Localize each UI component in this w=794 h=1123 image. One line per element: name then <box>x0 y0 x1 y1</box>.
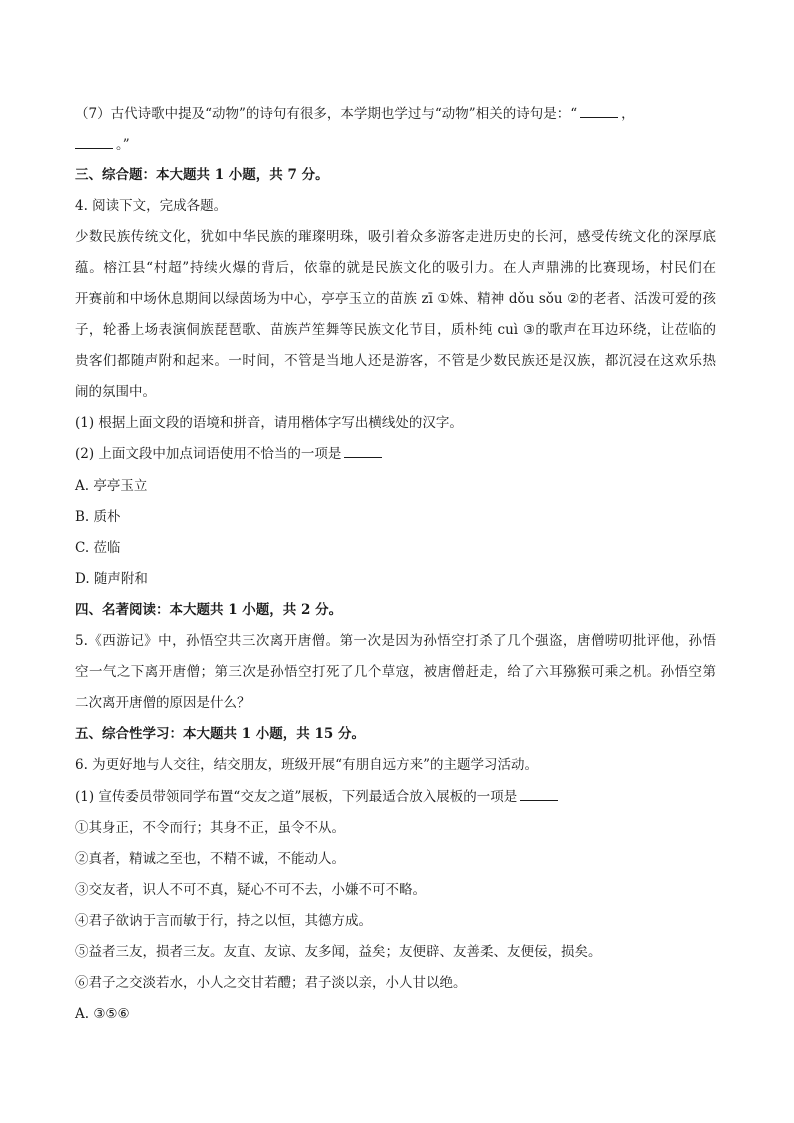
section-heading-5: 五、综合性学习：本大题共 1 小题，共 15 分。 <box>75 726 365 742</box>
q5-line: 空一气之下离开唐僧；第三次是孙悟空打死了几个草寇，被唐僧赶走，给了六耳猕猴可乘之机。孙悟空第 <box>75 664 716 680</box>
q6-sub1-line <box>75 787 561 807</box>
q6-stem: 6. 为更好地与人交往，结交朋友，班级开展“有朋自远方来”的主题学习活动。 <box>75 757 538 773</box>
q4-sub2-line <box>75 444 385 464</box>
option-c[interactable]: C. 莅临 <box>75 540 121 556</box>
q4-passage-line: 子，轮番上场表演侗族琵琶歌、苗族芦笙舞等民族文化节目，质朴纯 cuì ③的歌声在耳边环绕，让莅临的 <box>75 322 716 338</box>
q4-passage-line: 少数民族传统文化，犹如中华民族的璀璨明珠，吸引着众多游客走进历史的长河，感受传统文化的深厚底 <box>75 229 716 245</box>
q6-item: ②真者，精诚之至也，不精不诚，不能动人。 <box>75 851 345 867</box>
q6-item: ④君子欲讷于言而敏于行，持之以恒，其德方成。 <box>75 913 372 929</box>
q6-item: ⑥君子之交淡若水，小人之交甘若醴；君子淡以亲，小人甘以绝。 <box>75 975 467 991</box>
answer-blank[interactable] <box>580 105 618 118</box>
q5-line: 二次离开唐僧的原因是什么？ <box>75 695 251 711</box>
answer-blank[interactable] <box>75 136 113 149</box>
option-a[interactable]: A. 亭亭玉立 <box>75 478 148 494</box>
q4-stem: 4. 阅读下文，完成各题。 <box>75 198 228 214</box>
q4-passage-line: 蕴。榕江县“村超”持续火爆的背后，依靠的就是民族文化的吸引力。在人声鼎沸的比赛现场，村民们在 <box>75 260 716 276</box>
option-d[interactable]: D. 随声附和 <box>75 571 148 587</box>
section-heading-4: 四、名著阅读：本大题共 1 小题，共 2 分。 <box>75 602 343 618</box>
q5-line: 5.《西游记》中，孙悟空共三次离开唐僧。第一次是因为孙悟空打杀了几个强盗，唐僧唠叨批评他，孙悟 <box>75 633 716 649</box>
section-heading-3: 三、综合题：本大题共 1 小题，共 7 分。 <box>75 167 329 183</box>
q6-item: ③交友者，识人不可不真，疑心不可不去，小嫌不可不略。 <box>75 882 426 898</box>
q4-sub1: (1) 根据上面文段的语境和拼音，请用楷体字写出横线处的汉字。 <box>75 415 463 431</box>
option-a[interactable]: A. ③⑤⑥ <box>75 1006 130 1022</box>
q4-passage-line: 闹的氛围中。 <box>75 384 156 400</box>
q4-passage-line: 开赛前和中场休息期间以绿茵场为中心，亭亭玉立的苗族 zī ①姝、精神 dǒu sǒu ②的老者、活泼可爱的孩 <box>75 291 716 307</box>
option-b[interactable]: B. 质朴 <box>75 509 121 525</box>
q6-item: ⑤益者三友，损者三友。友直、友谅、友多闻，益矣；友便辟、友善柔、友便佞，损矣。 <box>75 944 602 960</box>
answer-blank[interactable] <box>344 445 382 458</box>
answer-blank[interactable] <box>520 788 558 801</box>
q6-item: ①其身正，不令而行；其身不正，虽令不从。 <box>75 820 345 836</box>
q4-passage-line: 贵客们都随声附和起来。一时间，不管是当地人还是游客，不管是少数民族还是汉族，都沉浸在这欢乐热 <box>75 353 716 369</box>
q3-item7-line2 <box>75 135 130 155</box>
q4-sub2: (2) 上面文段中加点词语使用不恰当的一项是 <box>75 446 342 462</box>
q3-item7-sep: ， <box>621 106 635 122</box>
q6-sub1: (1) 宣传委员带领同学布置“交友之道”展板，下列最适合放入展板的一项是 <box>75 789 518 805</box>
q3-item7-text: （7）古代诗歌中提及“动物”的诗句有很多，本学期也学过与“动物”相关的诗句是：“ <box>75 106 578 122</box>
q3-item7-end: 。” <box>116 137 130 153</box>
q3-item7-line1 <box>75 104 635 124</box>
